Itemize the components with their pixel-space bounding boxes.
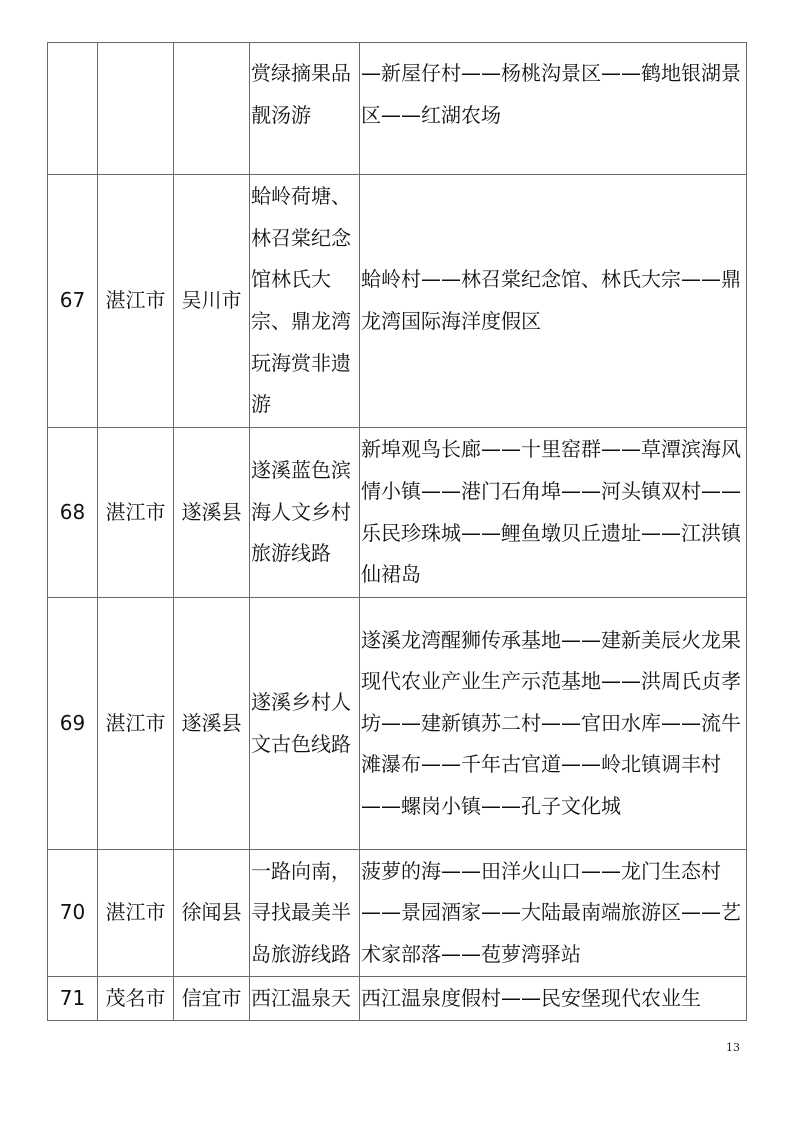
route-detail-cell: 新埠观鸟长廊——十里窑群——草潭滨海风情小镇——港门石角埠——河头镇双村——乐民珍珠城——鲤鱼墩贝丘遗址——江洪镇仙裙岛: [360, 428, 747, 598]
table-row: [48, 43, 747, 175]
row-number: 68: [48, 428, 98, 598]
county-cell: 遂溪县: [174, 598, 250, 850]
table-row: [48, 428, 747, 598]
city-cell: 湛江市: [98, 598, 174, 850]
county-cell: [174, 43, 250, 175]
table-row: [48, 598, 747, 850]
route-name-cell: 遂溪乡村人文古色线路: [250, 598, 360, 850]
route-detail-cell: —新屋仔村——杨桃沟景区——鹤地银湖景区——红湖农场: [360, 43, 747, 175]
route-table: [47, 42, 747, 1021]
city-cell: 湛江市: [98, 428, 174, 598]
table-row: [48, 850, 747, 977]
route-detail-cell: 蛤岭村——林召棠纪念馆、林氏大宗——鼎龙湾国际海洋度假区: [360, 175, 747, 428]
county-cell: 徐闻县: [174, 850, 250, 977]
row-number: [48, 43, 98, 175]
route-detail-cell: 西江温泉度假村——民安堡现代农业生: [360, 977, 747, 1021]
route-detail-cell: 遂溪龙湾醒狮传承基地——建新美辰火龙果现代农业产业生产示范基地——洪周氏贞孝坊——建新镇苏二村——官田水库——流牛滩瀑布——千年古官道——岭北镇调丰村——螺岗小镇——孔子文化城: [360, 598, 747, 850]
route-name-cell: 遂溪蓝色滨海人文乡村旅游线路: [250, 428, 360, 598]
county-cell: 遂溪县: [174, 428, 250, 598]
table-row: [48, 977, 747, 1021]
route-name-cell: 一路向南，寻找最美半岛旅游线路: [250, 850, 360, 977]
row-number: 71: [48, 977, 98, 1021]
county-cell: 吴川市: [174, 175, 250, 428]
city-cell: 湛江市: [98, 175, 174, 428]
route-name-cell: 西江温泉天: [250, 977, 360, 1021]
city-cell: [98, 43, 174, 175]
route-name-cell: 赏绿摘果品靓汤游: [250, 43, 360, 175]
table-row: [48, 175, 747, 428]
county-cell: 信宜市: [174, 977, 250, 1021]
route-name-cell: 蛤岭荷塘、林召棠纪念馆林氏大宗、鼎龙湾玩海赏非遗游: [250, 175, 360, 428]
row-number: 70: [48, 850, 98, 977]
page-number: 13: [726, 1041, 740, 1054]
route-detail-cell: 菠萝的海——田洋火山口——龙门生态村——景园酒家——大陆最南端旅游区——艺术家部落——苞萝湾驿站: [360, 850, 747, 977]
row-number: 67: [48, 175, 98, 428]
city-cell: 湛江市: [98, 850, 174, 977]
row-number: 69: [48, 598, 98, 850]
city-cell: 茂名市: [98, 977, 174, 1021]
